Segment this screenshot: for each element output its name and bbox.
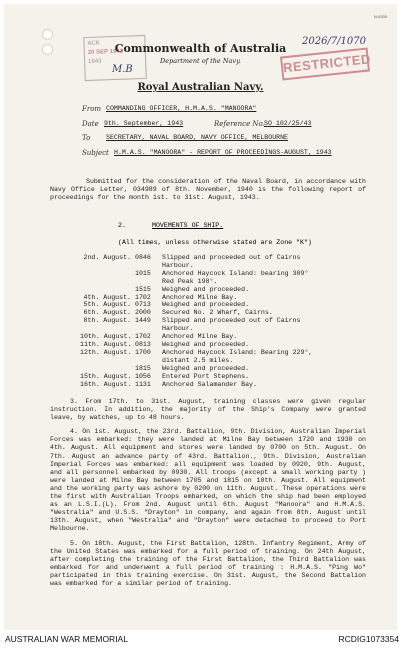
punch-hole [42,29,53,40]
handwritten-reference: 2026/7/1070 [302,36,366,47]
movement-row [80,365,370,373]
section-number: 2. [118,222,126,229]
movement-date: 2nd. August. [83,254,131,261]
movement-time: 1702 [135,333,151,341]
movement-time [135,262,162,270]
movement-row [80,349,370,357]
heading-navy: Royal Australian Navy. [137,82,264,93]
movement-row [80,309,370,317]
movement-date [80,270,135,278]
paragraph-5: 5. On 18th. August, the First Battalion, 128th. Infantry Regiment, Army of the United States was embarked for a full period of training. On 24th August, after completing the training of the First Battalion, the Third Battalion was embarked for and underwent a full period of training : H.M.A.S. "Ping Wo" participated in this training exercise. On 31st. August, the Second Battalion was embarked for a similar period of training. [50,539,366,587]
form-number: N-6200 [374,14,388,19]
movement-event: Harbour. [162,261,194,269]
heading-department: Department of the Navy. [160,57,241,65]
movement-event: Secured No. 2 Wharf, Cairns. [162,309,273,317]
movement-row [80,270,370,278]
movement-time [135,278,162,286]
date-label: Date [82,120,99,128]
movement-event: Anchored Milne Bay. [162,293,238,301]
movement-date: 11th. August. [80,340,132,348]
movement-event: Weighed and proceeded. [162,340,250,348]
movement-event: Anchored Salamander Bay. [162,380,257,388]
movement-row [80,381,370,389]
movement-date: 8th. August. [83,317,131,325]
intro-paragraph [50,178,366,208]
movement-event: Anchored Milne Bay. [162,333,238,341]
zone-note: (All times, unless otherwise stated are Zone "K") [118,239,312,246]
movement-event: Weighed and proceeded. [162,301,250,309]
movement-time: 1056 [135,372,151,380]
movement-date: 6th. August. [83,309,131,317]
movement-event: Entered Port Stephens. [162,372,250,380]
movement-date [80,286,135,294]
movement-date [80,357,135,365]
movement-date [80,262,135,270]
movement-event: Slipped and proceeded out of Cairns [162,254,301,261]
movement-time: 1700 [135,348,151,356]
movement-row [80,278,370,286]
paragraphs [50,398,366,594]
movement-date: 5th. August. [83,301,131,309]
movement-row [80,325,370,333]
movement-date: 16th. August. [80,380,132,388]
movement-date: 12th. August. [80,348,132,356]
movement-time [135,325,162,333]
paragraph-3: 3. From 17th. to 31st. August, training classes were given regular instruction. In addition, the majority of the Ship's Company were granted leave, by watches, up to 48 hours. [50,398,366,422]
movement-time [135,357,162,365]
movement-date [80,365,135,373]
movement-row [80,373,370,381]
movement-row [80,357,370,365]
stamp-initials: M.B [112,64,133,75]
movement-time: 1449 [135,317,151,325]
movement-event: Slipped and proceeded out of Cairns [162,317,301,325]
heading-commonwealth: Commonwealth of Australia [114,42,287,55]
movement-event: Weighed and proceeded. [162,364,250,372]
movement-row [80,301,370,309]
movement-row [80,294,370,302]
subject-value: H.M.A.S. "MANOORA" - REPORT OF PROCEEDINGS-AUGUST, 1943 [114,149,332,156]
stamp-line: ACK [87,40,100,47]
movement-time: 0846 [135,254,151,261]
movement-time: 1015 [135,269,151,277]
movement-event: Weighed and proceeded. [162,285,250,293]
movement-time: 1815 [135,364,151,372]
movement-time: 0813 [135,340,151,348]
stamp-year: 1943 [88,58,102,65]
movement-row [80,341,370,349]
movement-event: distant 2.5 miles. [162,356,234,364]
movement-event: Red Peak 198°. [162,277,218,285]
stamp-date: 20 SEP 1943 [87,48,124,56]
movement-date [80,278,135,286]
movement-time: 2000 [135,309,151,317]
movement-row [80,286,370,294]
from-label: From [82,105,102,113]
movement-event: Harbour. [162,325,194,333]
movement-event: Anchored Haycock Island: Bearing 229°, [162,348,313,356]
reference-label: Reference No. [214,120,265,128]
section-title: MOVEMENTS OF SHIP. [152,222,224,229]
reference-value: SO 102/25/43 [264,120,312,127]
movement-date [80,325,135,333]
movement-date: 15th. August. [80,372,132,380]
movement-row [80,333,370,341]
footer-archive-name: AUSTRALIAN WAR MEMORIAL [5,634,128,644]
movement-event: Anchored Haycock Island: bearing 309° [162,269,309,277]
footer-record-id: RCDIG1073354 [338,634,399,644]
paragraph-4: 4. On 1st. August, the 23rd. Battalion, 9th. Division, Australian Imperial Forces was embarked: they were landed at Milne Bay between 1720 and 1930 on 4th. August. All equipment and stores were landed by 0700 on 5th. August. On 7th. August an advance party of 43rd. Battalion., 9th. Division, Australian Imperial Forces was embarked: all equipment was loaded by 0920, 9th. August, and all personnel embarked by 0930. All troops (except a small working party ) were landed at Milne Bay between 1705 and 1815 on 10th. August. All equipment and the working party was ashore by 0200 on 11th. August. These operations were the first with Australian Troops embarked, on which the ship had been employed as an L.S.I.(L). From 2nd. August until 6th. August "Manoora" and H.M.A.S. "Westralia" and U.S.S. "Drayton" in company, and again from 8th. August until 13th. August, when "Westralia" and "Drayton" were detached to proceed to Port Melbourne. [50,428,366,533]
movements-table [80,254,370,388]
restricted-stamp: RESTRICTED [280,47,370,80]
movement-time: 1515 [135,285,151,293]
subject-label: Subject [82,149,109,157]
movement-row [80,254,370,262]
movement-row [80,317,370,325]
intro-text: Submitted for the consideration of the Naval Board, in accordance with Navy Office Letter, 034989 of 8th. November, 1940 is the following report of proceedings for the month 1st. to 31st. August, 1943. [50,178,366,202]
to-value: SECRETARY, NAVAL BOARD, NAVY OFFICE, MELBOURNE [106,134,289,141]
document-page [4,4,397,630]
from-value: COMMANDING OFFICER, H.M.A.S. "MANOORA" [106,105,257,112]
movement-date: 4th. August. [83,293,131,301]
to-label: To [82,134,91,142]
movement-time: 1131 [135,380,151,388]
movement-time: 0713 [135,301,151,309]
movement-time: 1702 [135,293,151,301]
movement-row [80,262,370,270]
movement-date: 10th. August. [80,333,132,341]
date-value: 9th. September, 1943 [104,120,184,127]
